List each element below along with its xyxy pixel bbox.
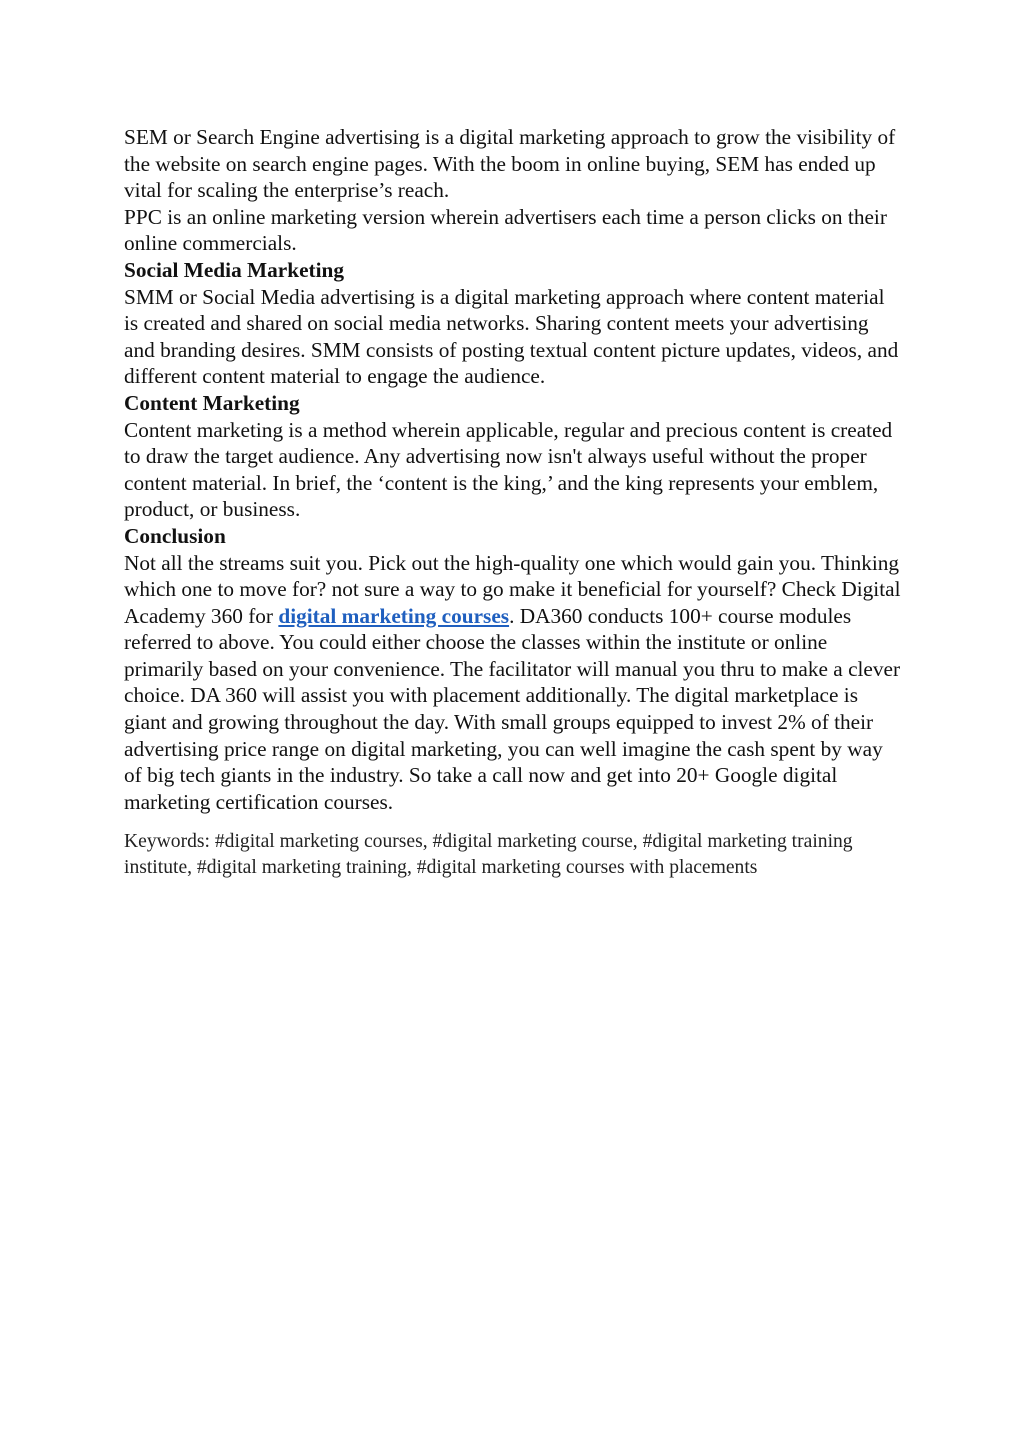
conclusion-text-after-link: . DA360 conducts 100+ course modules referred to above. You could either choose the classes within the institute or online primarily based on your convenience. The facilitator will manual you thru to make a clever choice. DA 360 will assist you with placement additionally. The digital marketplace is giant and growing throughout the day. With small groups equipped to invest 2% of their advertising price range on digital marketing, you can well imagine the cash spent by way of big tech giants in the industry. So take a call now and get into 20+ Google digital marketing certification courses.: [124, 603, 901, 814]
smm-heading: Social Media Marketing: [124, 257, 345, 282]
conclusion-paragraph: [124, 550, 904, 816]
conclusion-heading: Conclusion: [124, 523, 226, 548]
digital-marketing-courses-link[interactable]: digital marketing courses: [278, 603, 510, 628]
ppc-paragraph: PPC is an online marketing version wherein advertisers each time a person clicks on their online commercials.: [124, 204, 887, 256]
sem-paragraph: SEM or Search Engine advertising is a digital marketing approach to grow the visibility of the website on search engine pages. With the boom in online buying, SEM has ended up vital for scaling the enterprise’s reach.: [124, 125, 896, 203]
conclusion-text-before-link: Not all the streams suit you. Pick out the high-quality one which would gain you. Thinking which one to move for? not sure a way to go make it beneficial for yourself? Check Digital Academy 360 for: [124, 550, 901, 628]
content-marketing-heading: Content Marketing: [124, 390, 300, 415]
keywords-line: Keywords: #digital marketing courses, #digital marketing course, #digital marketing training institute, #digital marketing training, #digital marketing courses with placements: [124, 831, 853, 878]
document-body: [124, 124, 904, 880]
smm-paragraph: SMM or Social Media advertising is a digital marketing approach where content material is created and shared on social media networks. Sharing content meets your advertising and branding desires. SMM consists of posting textual content picture updates, videos, and different content material to engage the audience.: [124, 284, 899, 389]
content-marketing-paragraph: Content marketing is a method wherein applicable, regular and precious content is created to draw the target audience. Any advertising now isn't always useful without the proper content material. In brief, the ‘content is the king,’ and the king represents your emblem, product, or business.: [124, 417, 893, 522]
